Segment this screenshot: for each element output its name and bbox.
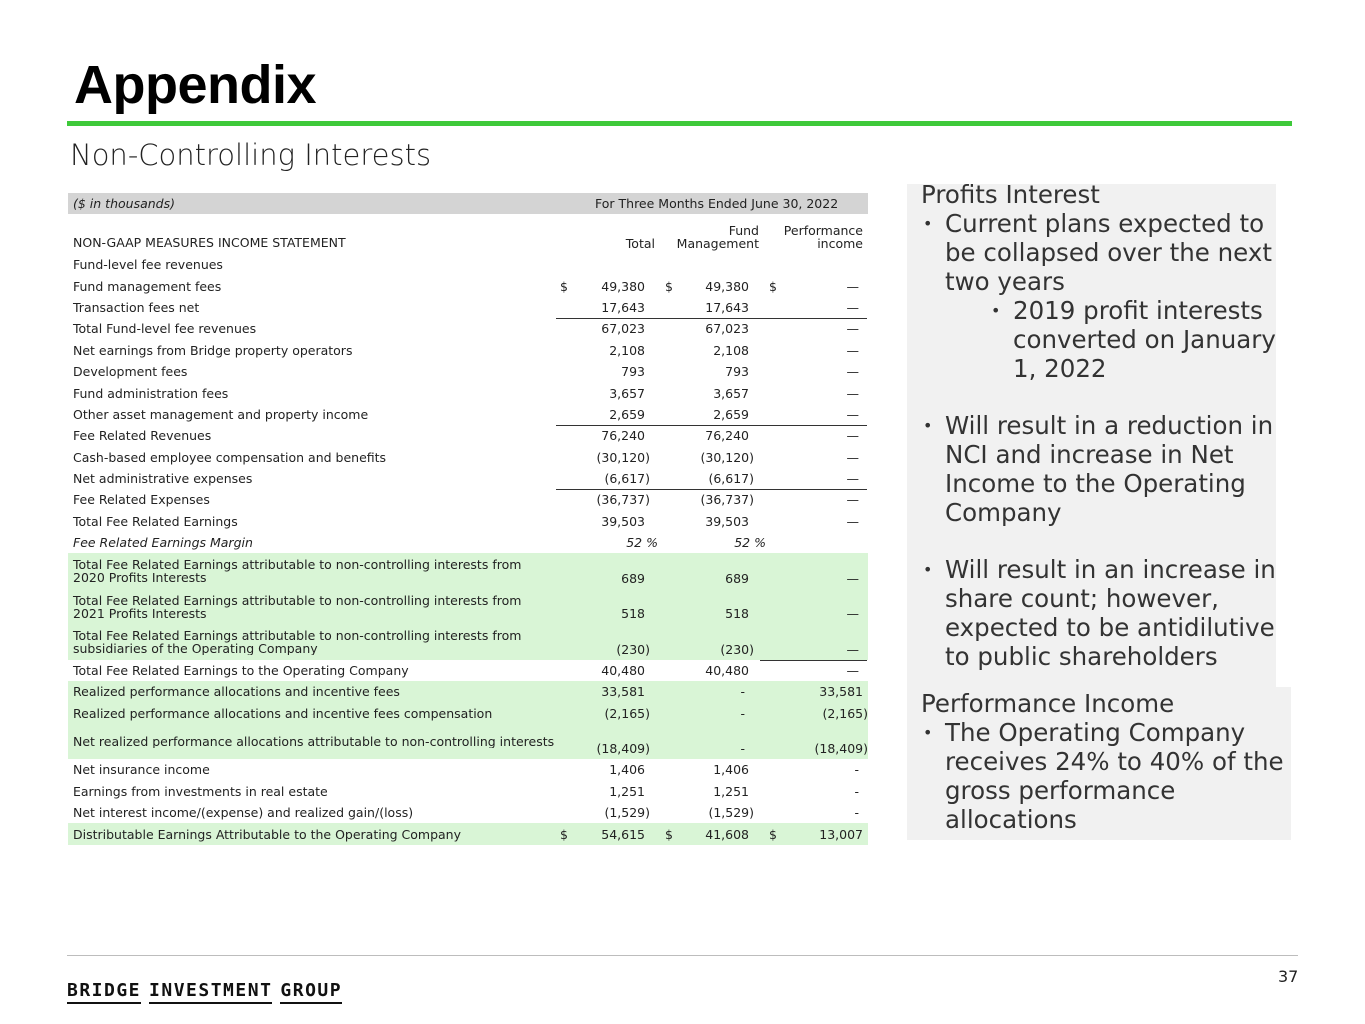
profits-bullet-2: • Will result in a reduction in NCI and increase in Net Income to the Operating Company [921,411,1276,527]
table-row [68,425,868,446]
col-total-header: Total [625,236,655,251]
total-value: (1,529) [604,805,650,821]
fund-management-value: 2,659 [713,406,749,422]
fund-management-value: - [740,684,745,700]
performance-income-value: — [846,570,859,586]
performance-income-value: — [846,428,859,444]
table-row [68,802,868,823]
table-row [68,781,868,802]
row-label: Fee Related Earnings Margin [73,535,253,551]
subtotal-rule [760,660,867,661]
row-label: Fee Related Expenses [73,492,210,508]
col-perf-line2: income [817,236,863,251]
subtotal-rule [556,318,867,319]
total-value: 40,480 [601,662,645,678]
total-value: 3,657 [609,385,645,401]
row-label: Total Fee Related Earnings attributable to non-controlling interests from subsidiaries of the Operating Company [73,628,522,655]
total-value: 49,380 [601,278,645,294]
performance-income-value: — [846,492,859,508]
total-value: 33,581 [601,684,645,700]
table-row [68,624,868,659]
performance-income-value: — [846,385,859,401]
total-value: 17,643 [601,299,645,315]
row-label: Earnings from investments in real estate [73,783,328,799]
footer-divider [67,955,1298,956]
performance-income-value: — [846,321,859,337]
table-row [68,254,868,275]
row-label: Net earnings from Bridge property operators [73,342,353,358]
performance-income-value: - [854,762,859,778]
performance-income-value: — [846,471,859,487]
table-row [68,468,868,489]
row-label: Total Fund-level fee revenues [73,321,257,337]
currency-symbol: $ [560,278,568,294]
total-value: (30,120) [596,449,650,465]
performance-income-value: — [846,606,859,622]
total-value: 1,406 [609,762,645,778]
fund-management-value: 52 % [734,535,766,551]
performance-income-value: — [846,406,859,422]
title-divider [67,121,1292,126]
logo-word-3: GROUP [280,980,342,1004]
fund-management-value: (36,737) [700,492,754,508]
table-row [68,724,868,759]
row-label: Realized performance allocations and incentive fees [73,684,400,700]
fund-management-value: (1,529) [708,805,754,821]
table-row [68,553,868,588]
table-row [68,404,868,425]
fund-management-value: 793 [725,364,749,380]
performance-income-value: 33,581 [819,684,863,700]
total-value: (36,737) [596,492,650,508]
row-label: Net realized performance allocations attributable to non-controlling interests [73,735,555,748]
performance-bullet-1: • The Operating Company receives 24% to 40% of the gross performance allocations [921,718,1291,834]
table-column-headers [68,214,868,254]
performance-income-value: — [846,342,859,358]
fund-management-value: 40,480 [705,662,749,678]
total-value: 39,503 [601,513,645,529]
profits-subbullet-1: • 2019 profit interests converted on January 1, 2022 [921,296,1276,383]
total-value: 2,659 [609,406,645,422]
logo-word-1: BRIDGE [67,980,141,1004]
fund-management-value: - [740,741,745,757]
col-fund-header [664,224,759,250]
fund-management-value: 17,643 [705,299,749,315]
performance-income-value: - [854,783,859,799]
performance-income-value: (2,165) [822,705,868,721]
total-value: (6,617) [604,471,650,487]
section-label: NON-GAAP MEASURES INCOME STATEMENT [73,235,346,250]
total-value: (18,409) [596,741,650,757]
row-label: Realized performance allocations and incentive fees compensation [73,705,493,721]
performance-income-value: - [854,805,859,821]
fund-management-value: (6,617) [708,471,754,487]
table-row [68,447,868,468]
fund-management-value: 2,108 [713,342,749,358]
fund-management-value: 41,608 [705,826,749,842]
logo-word-2: INVESTMENT [149,980,272,1004]
table-row [68,681,868,702]
performance-income-value: — [846,513,859,529]
performance-income-value: — [846,299,859,315]
row-label: Net insurance income [73,762,210,778]
fund-management-value: - [740,705,745,721]
row-label: Total Fee Related Earnings to the Operating Company [73,662,409,678]
bridge-logo [67,980,350,1001]
subtotal-rule [556,425,867,426]
currency-symbol: $ [560,826,568,842]
performance-income-value: — [846,278,859,294]
table-row [68,589,868,624]
row-label: Transaction fees net [73,299,200,315]
row-label: Fund management fees [73,278,222,294]
table-row [68,275,868,296]
table-row [68,511,868,532]
performance-income-value: — [846,449,859,465]
table-row [68,532,868,553]
table-row [68,382,868,403]
row-label: Net interest income/(expense) and realized gain/(loss) [73,805,414,821]
row-label: Total Fee Related Earnings [73,513,238,529]
table-row [68,297,868,318]
table-row [68,823,868,844]
row-label: Development fees [73,364,188,380]
fund-management-value: (230) [720,641,754,657]
row-label: Total Fee Related Earnings attributable to non-controlling interests from 2021 Profits Interests [73,593,522,620]
table-row [68,361,868,382]
profits-bullet-1: • Current plans expected to be collapsed over the next two years [921,209,1276,296]
fund-management-value: (30,120) [700,449,754,465]
page-subtitle: Non-Controlling Interests [70,138,432,172]
table-row [68,489,868,510]
fund-management-value: 1,406 [713,762,749,778]
row-label: Fee Related Revenues [73,428,212,444]
fund-management-value: 3,657 [713,385,749,401]
profits-interest-panel [907,180,1276,687]
col-perf-line1: Performance [783,223,863,238]
table-row [68,759,868,780]
col-fund-line1: Fund [728,223,759,238]
financial-table [68,193,868,845]
currency-symbol: $ [769,278,777,294]
total-value: (2,165) [604,705,650,721]
total-value: (230) [616,641,650,657]
performance-income-panel [907,687,1291,840]
fund-management-value: 689 [725,570,749,586]
col-fund-line2: Management [676,236,759,251]
performance-income-value: — [846,364,859,380]
page-number: 37 [1278,967,1299,986]
total-value: 52 % [626,535,658,551]
table-row [68,340,868,361]
table-row [68,702,868,723]
total-value: 54,615 [601,826,645,842]
col-perf-header [768,224,863,250]
total-value: 518 [621,606,645,622]
period-label: For Three Months Ended June 30, 2022 [595,196,839,211]
fund-management-value: 39,503 [705,513,749,529]
performance-income-value: (18,409) [814,741,868,757]
fund-management-value: 76,240 [705,428,749,444]
row-label: Fund administration fees [73,385,229,401]
currency-symbol: $ [665,826,673,842]
table-row [68,318,868,339]
performance-income-title: Performance Income [921,689,1175,718]
fund-management-value: 67,023 [705,321,749,337]
row-label: Cash-based employee compensation and benefits [73,449,387,465]
row-label: Fund-level fee revenues [73,257,223,273]
table-row [68,660,868,681]
row-label: Other asset management and property income [73,406,369,422]
total-value: 793 [621,364,645,380]
total-value: 1,251 [609,783,645,799]
fund-management-value: 49,380 [705,278,749,294]
page-title: Appendix [74,55,317,115]
performance-income-value: 13,007 [819,826,863,842]
total-value: 76,240 [601,428,645,444]
table-body [68,254,868,845]
fund-management-value: 518 [725,606,749,622]
total-value: 67,023 [601,321,645,337]
row-label: Total Fee Related Earnings attributable to non-controlling interests from 2020 Profits Interests [73,558,522,585]
performance-income-value: — [846,662,859,678]
performance-income-value: — [846,641,859,657]
currency-symbol: $ [665,278,673,294]
total-value: 2,108 [609,342,645,358]
subtotal-rule [556,489,867,490]
row-label: Distributable Earnings Attributable to the Operating Company [73,826,462,842]
table-header-row [68,193,868,214]
fund-management-value: 1,251 [713,783,749,799]
total-value: 689 [621,570,645,586]
currency-symbol: $ [769,826,777,842]
profits-bullet-3: • Will result in an increase in share count; however, expected to be antidilutive to public shareholders [921,555,1276,671]
profits-interest-title: Profits Interest [921,180,1100,209]
units-label: ($ in thousands) [73,196,175,211]
row-label: Net administrative expenses [73,471,253,487]
